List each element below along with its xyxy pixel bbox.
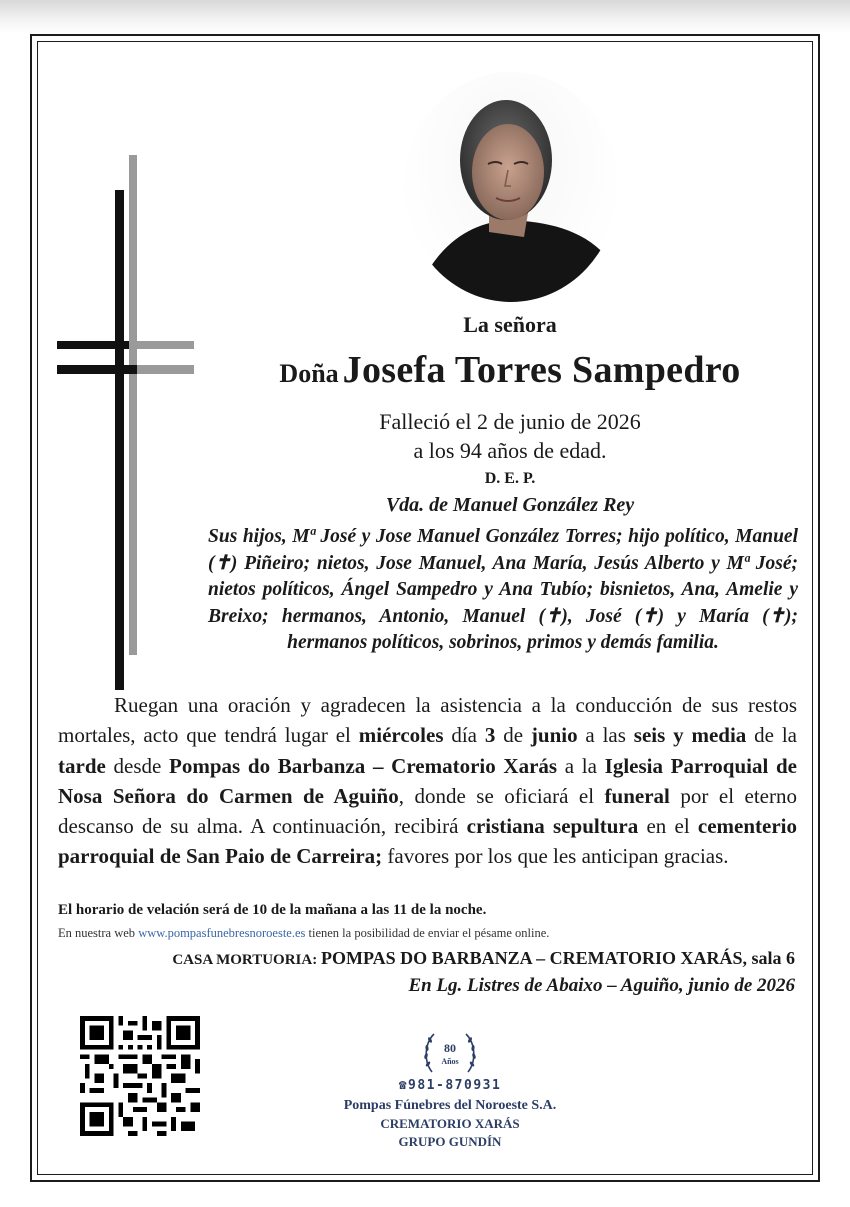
widow-line: Vda. de Manuel González Rey [385,494,635,516]
logo-word: Años [441,1057,459,1066]
phone-number[interactable]: ☎981-870931 [398,1078,502,1093]
dep-line: D. E. P. [484,470,536,487]
logo-number: 80 [444,1041,456,1055]
family-list: Sus hijos, Mª José y Jose Manuel González Torres; hijo político, Manuel (✝) Piñeiro; nietos, Jose Manuel, Ana María, Jesús Alberto y Mª José; nietos políticos, Ángel Sampedro y Ana Tubío; bisnietos, Ana, Amelie y Breixo; hermanos, Antonio, Manuel (✝), José (✝) y María (✝); hermanos políticos, sobrinos, primos y demás familia. [208,526,798,654]
group-name: GRUPO GUNDÍN [398,1134,502,1149]
deceased-name: Josefa Torres Sampedro [342,349,741,391]
honorific: Doña [279,359,339,388]
place-date-line: En Lg. Listres de Abaixo – Aguiño, junio de 2026 [408,975,795,996]
company-name: Pompas Fúnebres del Noroeste S.A. [343,1098,557,1113]
crematorio-name: CREMATORIO XARÁS [380,1116,520,1131]
title-prefix: La señora [463,312,557,337]
age-line: a los 94 años de edad. [413,438,607,463]
top-shadow [0,0,850,34]
cross-icon [55,155,200,695]
death-date: Falleció el 2 de junio de 2026 [379,409,641,434]
website-link[interactable]: www.pompasfunebresnoroeste.es [138,926,306,940]
deceased-name-line [200,348,820,392]
funeral-home-line: CASA MORTUORIA: POMPAS DO BARBANZA – CREMATORIO XARÁS, sala 6 [172,948,795,968]
visiting-hours: El horario de velación será de 10 de la mañana a las 11 de la noche. [58,902,487,918]
anniversary-logo-icon [418,1026,482,1084]
portrait-photo [404,72,618,302]
qr-code[interactable] [80,1016,200,1136]
ceremony-paragraph: Ruegan una oración y agradecen la asistencia a la conducción de sus restos mortales, acto que tendrá lugar el miércoles día 3 de junio a las seis y media de la tarde desde Pompas do Barbanza – Crematorio Xarás a la Iglesia Parroquial de Nosa Señora do Carmen de Aguiño, donde se oficiará el funeral por el eterno descanso de su alma. A continuación, recibirá cristiana sepultura en el cementerio parroquial de San Paio de Carreira; favores por los que les anticipan gracias. [58,693,798,869]
web-notice: En nuestra web www.pompasfunebresnoroeste.es tienen la posibilidad de enviar el pésame online. [58,926,550,940]
